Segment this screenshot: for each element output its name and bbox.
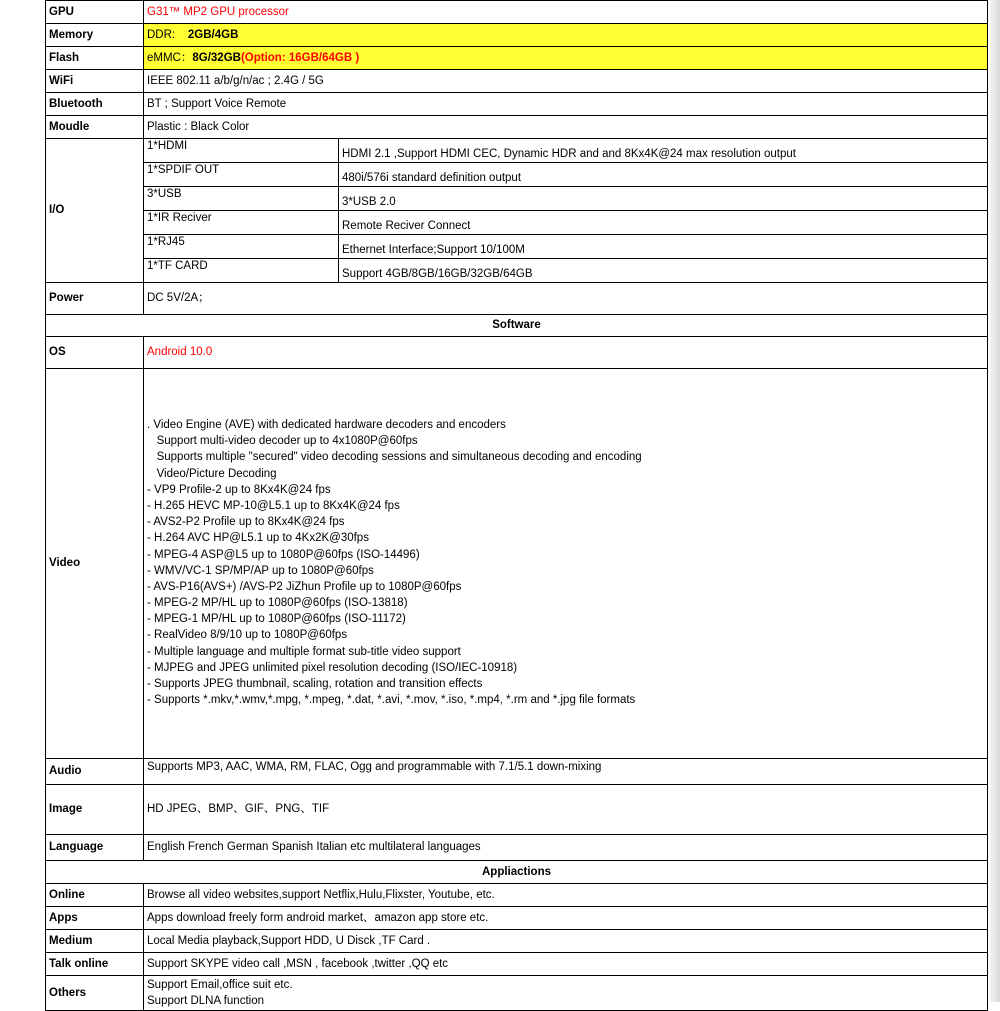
io-port: 1*SPDIF OUT bbox=[144, 163, 339, 187]
bluetooth-value: BT ; Support Voice Remote bbox=[144, 93, 988, 116]
video-feature-line: - H.265 HEVC MP-10@L5.1 up to 8Kx4K@24 fps bbox=[147, 499, 400, 512]
wifi-value: IEEE 802.11 a/b/g/n/ac ; 2.4G / 5G bbox=[144, 70, 988, 93]
os-label: OS bbox=[46, 337, 144, 369]
video-feature-line: - MPEG-4 ASP@L5 up to 1080P@60fps (ISO-14496) bbox=[147, 548, 420, 561]
row-memory bbox=[46, 24, 988, 47]
row-io bbox=[46, 139, 988, 283]
video-feature-line: - RealVideo 8/9/10 up to 1080P@60fps bbox=[147, 629, 348, 642]
video-feature-line: - MPEG-1 MP/HL up to 1080P@60fps (ISO-11172) bbox=[147, 613, 406, 626]
video-feature-line: - WMV/VC-1 SP/MP/AP up to 1080P@60fps bbox=[147, 564, 374, 577]
io-row bbox=[144, 235, 987, 259]
video-feature-line: Support multi-video decoder up to 4x1080P@60fps bbox=[147, 435, 418, 448]
gpu-label: GPU bbox=[46, 1, 144, 24]
language-label: Language bbox=[46, 835, 144, 861]
io-label: I/O bbox=[46, 139, 144, 283]
video-cell bbox=[144, 369, 988, 759]
talk-online-label: Talk online bbox=[46, 953, 144, 976]
io-row bbox=[144, 187, 987, 211]
memory-value: 2GB/4GB bbox=[187, 28, 239, 41]
page-edge-shadow bbox=[990, 0, 1000, 1002]
others-line: Support DLNA function bbox=[147, 995, 264, 1007]
video-feature-line: - AVS-P16(AVS+) /AVS-P2 JiZhun Profile up to 1080P@60fps bbox=[147, 580, 462, 593]
apps-label: Apps bbox=[46, 907, 144, 930]
row-online bbox=[46, 884, 988, 907]
flash-prefix: eMMC： bbox=[147, 51, 193, 64]
video-feature-line: . Video Engine (AVE) with dedicated hardware decoders and encoders bbox=[147, 419, 506, 431]
video-feature-line: - Supports JPEG thumbnail, scaling, rotation and transition effects bbox=[147, 678, 483, 690]
applications-section-title: Appliactions bbox=[46, 861, 988, 884]
flash-label: Flash bbox=[46, 47, 144, 70]
module-value: Plastic : Black Color bbox=[144, 116, 988, 139]
row-gpu bbox=[46, 1, 988, 24]
spec-table bbox=[45, 0, 988, 1011]
spec-sheet bbox=[45, 0, 987, 1011]
io-desc: 480i/576i standard definition output bbox=[339, 163, 988, 187]
row-flash bbox=[46, 47, 988, 70]
online-label: Online bbox=[46, 884, 144, 907]
others-value bbox=[144, 976, 988, 1011]
others-line: Support Email,office suit etc. bbox=[147, 979, 293, 991]
online-value: Browse all video websites,support Netflix,Hulu,Flixster, Youtube, etc. bbox=[144, 884, 988, 907]
video-feature-line: - Supports *.mkv,*.wmv,*.mpg, *.mpeg, *.dat, *.avi, *.mov, *.iso, *.mp4, *.rm and *.jpg file formats bbox=[147, 694, 636, 707]
row-module bbox=[46, 116, 988, 139]
io-desc: Ethernet Interface;Support 10/100M bbox=[339, 235, 988, 259]
row-wifi bbox=[46, 70, 988, 93]
io-desc: 3*USB 2.0 bbox=[339, 187, 988, 211]
video-feature-line: - Multiple language and multiple format sub-title video support bbox=[147, 645, 461, 658]
os-value: Android 10.0 bbox=[144, 337, 988, 369]
io-row bbox=[144, 139, 987, 163]
video-feature-line: Video/Picture Decoding bbox=[147, 467, 277, 480]
image-value: HD JPEG、BMP、GIF、PNG、TIF bbox=[144, 785, 988, 835]
row-medium bbox=[46, 930, 988, 953]
row-os bbox=[46, 337, 988, 369]
io-row bbox=[144, 211, 987, 235]
talk-online-value: Support SKYPE video call ,MSN , facebook ,twitter ,QQ etc bbox=[144, 953, 988, 976]
io-desc: Remote Reciver Connect bbox=[339, 211, 988, 235]
power-value: DC 5V/2A； bbox=[144, 283, 988, 315]
io-desc: Support 4GB/8GB/16GB/32GB/64GB bbox=[342, 268, 533, 280]
io-row bbox=[144, 163, 987, 187]
memory-value-cell bbox=[144, 24, 988, 47]
row-audio bbox=[46, 759, 988, 785]
flash-option: (Option: 16GB/64GB ) bbox=[240, 51, 360, 64]
io-row bbox=[144, 259, 987, 283]
row-image bbox=[46, 785, 988, 835]
memory-prefix: DDR: bbox=[147, 28, 176, 41]
video-feature-line: - AVS2-P2 Profile up to 8Kx4K@24 fps bbox=[147, 516, 345, 529]
io-port: 1*IR Reciver bbox=[144, 211, 339, 235]
io-desc: HDMI 2.1 ,Support HDMI CEC, Dynamic HDR and and 8Kx4K@24 max resolution output bbox=[339, 139, 988, 163]
language-value: English French German Spanish Italian etc multilateral languages bbox=[144, 835, 988, 861]
audio-value: Supports MP3, AAC, WMA, RM, FLAC, Ogg and programmable with 7.1/5.1 down-mixing bbox=[144, 759, 988, 785]
io-port: 1*TF CARD bbox=[144, 259, 339, 283]
row-bluetooth bbox=[46, 93, 988, 116]
gpu-value: G31™ MP2 GPU processor bbox=[144, 1, 988, 24]
video-feature-line: - MPEG-2 MP/HL up to 1080P@60fps (ISO-13818) bbox=[147, 597, 408, 610]
row-apps bbox=[46, 907, 988, 930]
row-talk-online bbox=[46, 953, 988, 976]
memory-label: Memory bbox=[46, 24, 144, 47]
medium-label: Medium bbox=[46, 930, 144, 953]
video-feature-list bbox=[147, 417, 984, 708]
row-language bbox=[46, 835, 988, 861]
row-applications-header bbox=[46, 861, 988, 884]
io-cell bbox=[144, 139, 988, 283]
video-feature-line: - H.264 AVC HP@L5.1 up to 4Kx2K@30fps bbox=[147, 532, 369, 545]
video-label: Video bbox=[46, 369, 144, 759]
io-port: 1*RJ45 bbox=[144, 235, 339, 259]
module-label: Moudle bbox=[46, 116, 144, 139]
io-port: 1*HDMI bbox=[144, 139, 339, 163]
row-others bbox=[46, 976, 988, 1011]
video-feature-line: Supports multiple "secured" video decoding sessions and simultaneous decoding and encoding bbox=[147, 451, 642, 464]
io-table bbox=[144, 139, 987, 282]
row-video bbox=[46, 369, 988, 759]
io-port: 3*USB bbox=[144, 187, 339, 211]
audio-label: Audio bbox=[46, 759, 144, 785]
row-software-header bbox=[46, 315, 988, 337]
video-feature-line: - VP9 Profile-2 up to 8Kx4K@24 fps bbox=[147, 483, 331, 496]
video-feature-line: - MJPEG and JPEG unlimited pixel resolution decoding (ISO/IEC-10918) bbox=[147, 661, 518, 674]
software-section-title: Software bbox=[46, 315, 988, 337]
wifi-label: WiFi bbox=[46, 70, 144, 93]
row-power bbox=[46, 283, 988, 315]
power-label: Power bbox=[46, 283, 144, 315]
flash-value-cell bbox=[144, 47, 988, 70]
bluetooth-label: Bluetooth bbox=[46, 93, 144, 116]
others-label: Others bbox=[46, 976, 144, 1011]
image-label: Image bbox=[46, 785, 144, 835]
medium-value: Local Media playback,Support HDD, U Disck ,TF Card . bbox=[144, 930, 988, 953]
apps-value: Apps download freely form android market、amazon app store etc. bbox=[144, 907, 988, 930]
flash-value: 8G/32GB bbox=[192, 51, 241, 64]
